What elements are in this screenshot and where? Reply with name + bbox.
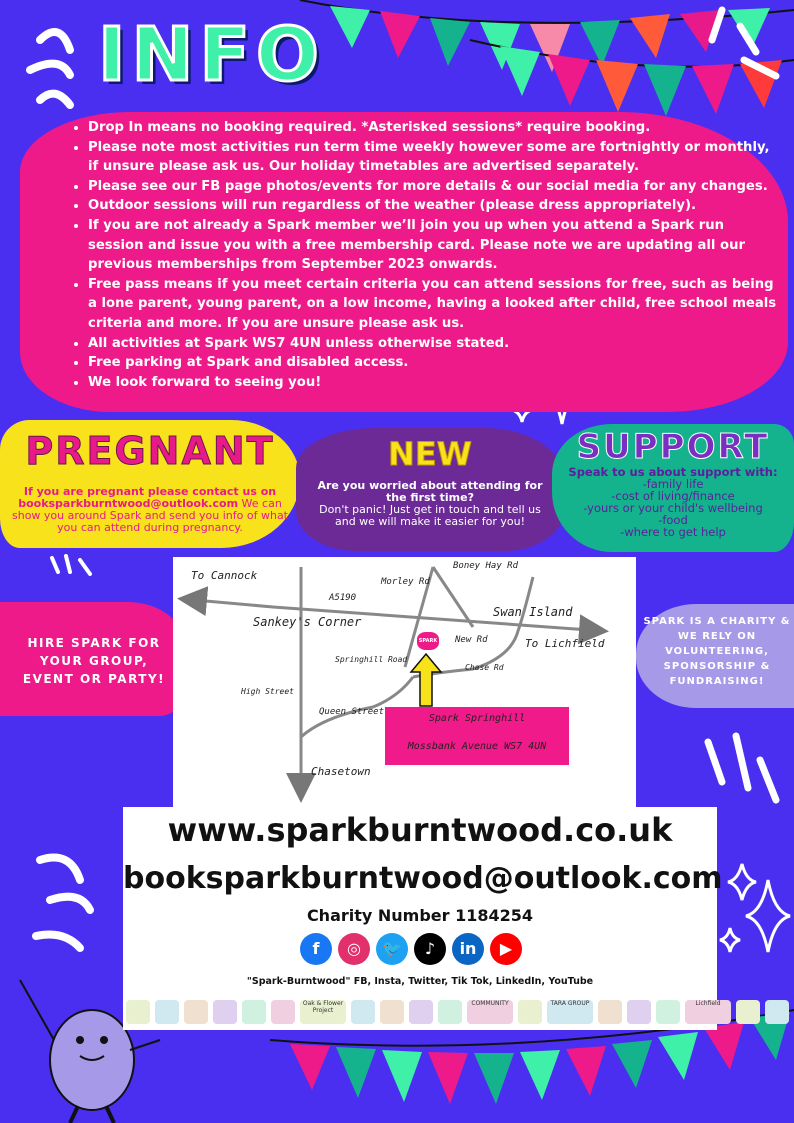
social-caption: "Spark-Burntwood" FB, Insta, Twitter, Tik Tok, LinkedIn, YouTube [246, 976, 594, 987]
pregnant-email-link[interactable]: booksparkburntwood@outlook.com [18, 497, 239, 510]
partner-logo [184, 1000, 208, 1024]
partner-logo [242, 1000, 266, 1024]
pregnant-title: PREGNANT [25, 429, 275, 473]
map-label: Morley Rd [381, 577, 430, 587]
info-item: • If you are not already a Spark member we’ll join you up when you attend a Spark run session and issue you with a free membership card. Please note we are updating all our previous memberships from September 2023 onwards. [88, 216, 778, 275]
info-item: • Please note most activities run term time weekly however some are fortnightly or monthly, if unsure please ask us. Our holiday timetables are advertised separately. [88, 138, 778, 177]
info-item: • Free parking at Spark and disabled access. [88, 353, 778, 373]
map-label: Queen Street [319, 707, 385, 717]
support-item: -where to get help [620, 525, 726, 539]
new-question: Are you worried about attending for the first time? [317, 479, 543, 504]
venue-name: Spark Springhill [428, 713, 526, 724]
pregnant-line1: If you are pregnant please contact us on [23, 485, 277, 498]
info-item: • All activities at Spark WS7 4UN unless otherwise stated. [88, 334, 778, 354]
linkedin-icon[interactable]: in [452, 933, 484, 965]
info-list [72, 118, 778, 392]
partner-logo: TARA GROUP [547, 1000, 593, 1024]
map-spark-pin: SPARK [417, 632, 439, 650]
partner-logo [656, 1000, 680, 1024]
partner-logo [271, 1000, 295, 1024]
new-title: NEW [388, 435, 472, 473]
partner-logo [598, 1000, 622, 1024]
partner-logo [765, 1000, 789, 1024]
partner-logo: Lichfield [685, 1000, 731, 1024]
info-item: • We look forward to seeing you! [88, 373, 778, 393]
venue-address: Mossbank Avenue WS7 4UN [407, 741, 547, 752]
social-icons [300, 933, 540, 969]
support-heading: Speak to us about support with: [568, 465, 778, 479]
map-label: Springhill Road [335, 655, 408, 664]
info-item: • Free pass means if you meet certain criteria you can attend sessions for free, such as being a lone parent, young parent, on a low income, having a looked after child, free school meals criteria and more. If you are unsure please ask us. [88, 275, 778, 334]
instagram-icon[interactable]: ◎ [338, 933, 370, 965]
map-label: To Cannock [191, 569, 258, 582]
new-answer: Don't panic! Just get in touch and tell us and we will make it easier for you! [319, 503, 541, 528]
partner-logo [213, 1000, 237, 1024]
partner-logo: COMMUNITY [467, 1000, 513, 1024]
pregnant-line2: We can show you around Spark and send you info of what you can attend during pregnancy. [12, 497, 288, 534]
support-item: -yours or your child's wellbeing [583, 501, 763, 515]
map-label: Swan Island [493, 605, 573, 619]
map-label: To Lichfield [525, 637, 605, 650]
partner-logo [409, 1000, 433, 1024]
info-item: • Please see our FB page photos/events for more details & our social media for any changes. [88, 177, 778, 197]
support-item: -food [658, 513, 688, 527]
pregnant-text [12, 486, 288, 534]
info-title: INFO [98, 12, 325, 98]
partner-logo [380, 1000, 404, 1024]
partner-logo [351, 1000, 375, 1024]
facebook-icon[interactable]: f [300, 933, 332, 965]
partner-logos [126, 996, 721, 1028]
partner-logo: Oak & Flower Project [300, 1000, 346, 1024]
partner-logo [736, 1000, 760, 1024]
arrow-up-icon [409, 652, 443, 708]
map-label: A5190 [329, 593, 357, 603]
email-link[interactable]: booksparkburntwood@outlook.com [123, 861, 723, 896]
map-roads [173, 557, 636, 807]
map-label: New Rd [455, 635, 488, 645]
partner-logo [627, 1000, 651, 1024]
partner-logo [518, 1000, 542, 1024]
location-map [173, 557, 636, 807]
map-label: Chasetown [311, 765, 371, 778]
charity-number: Charity Number 1184254 [306, 906, 534, 925]
support-item: -cost of living/finance [611, 489, 735, 503]
website-link[interactable]: www.sparkburntwood.co.uk [167, 811, 673, 849]
info-item: • Outdoor sessions will run regardless of the weather (please dress appropriately). [88, 196, 778, 216]
charity-text: SPARK IS A CHARITY & WE RELY ON VOLUNTEERING, SPONSORSHIP & FUNDRAISING! [643, 616, 791, 687]
partner-logo [126, 1000, 150, 1024]
venue-box [385, 707, 569, 765]
map-label: Sankey's Corner [253, 615, 362, 629]
hire-text: HIRE SPARK FOR YOUR GROUP, EVENT OR PARTY! [22, 636, 166, 686]
partner-logo [438, 1000, 462, 1024]
support-item: -family life [642, 477, 704, 491]
partner-logo [155, 1000, 179, 1024]
info-item: • Drop In means no booking required. *Asterisked sessions* require booking. [88, 118, 778, 138]
twitter-icon[interactable]: 🐦 [376, 933, 408, 965]
map-label: Boney Hay Rd [453, 561, 519, 571]
map-label: Chase Rd [465, 663, 504, 672]
support-title: SUPPORT [576, 427, 770, 467]
youtube-icon[interactable]: ▶ [490, 933, 522, 965]
map-label: High Street [241, 687, 294, 696]
tiktok-icon[interactable]: ♪ [414, 933, 446, 965]
support-list [560, 478, 786, 538]
